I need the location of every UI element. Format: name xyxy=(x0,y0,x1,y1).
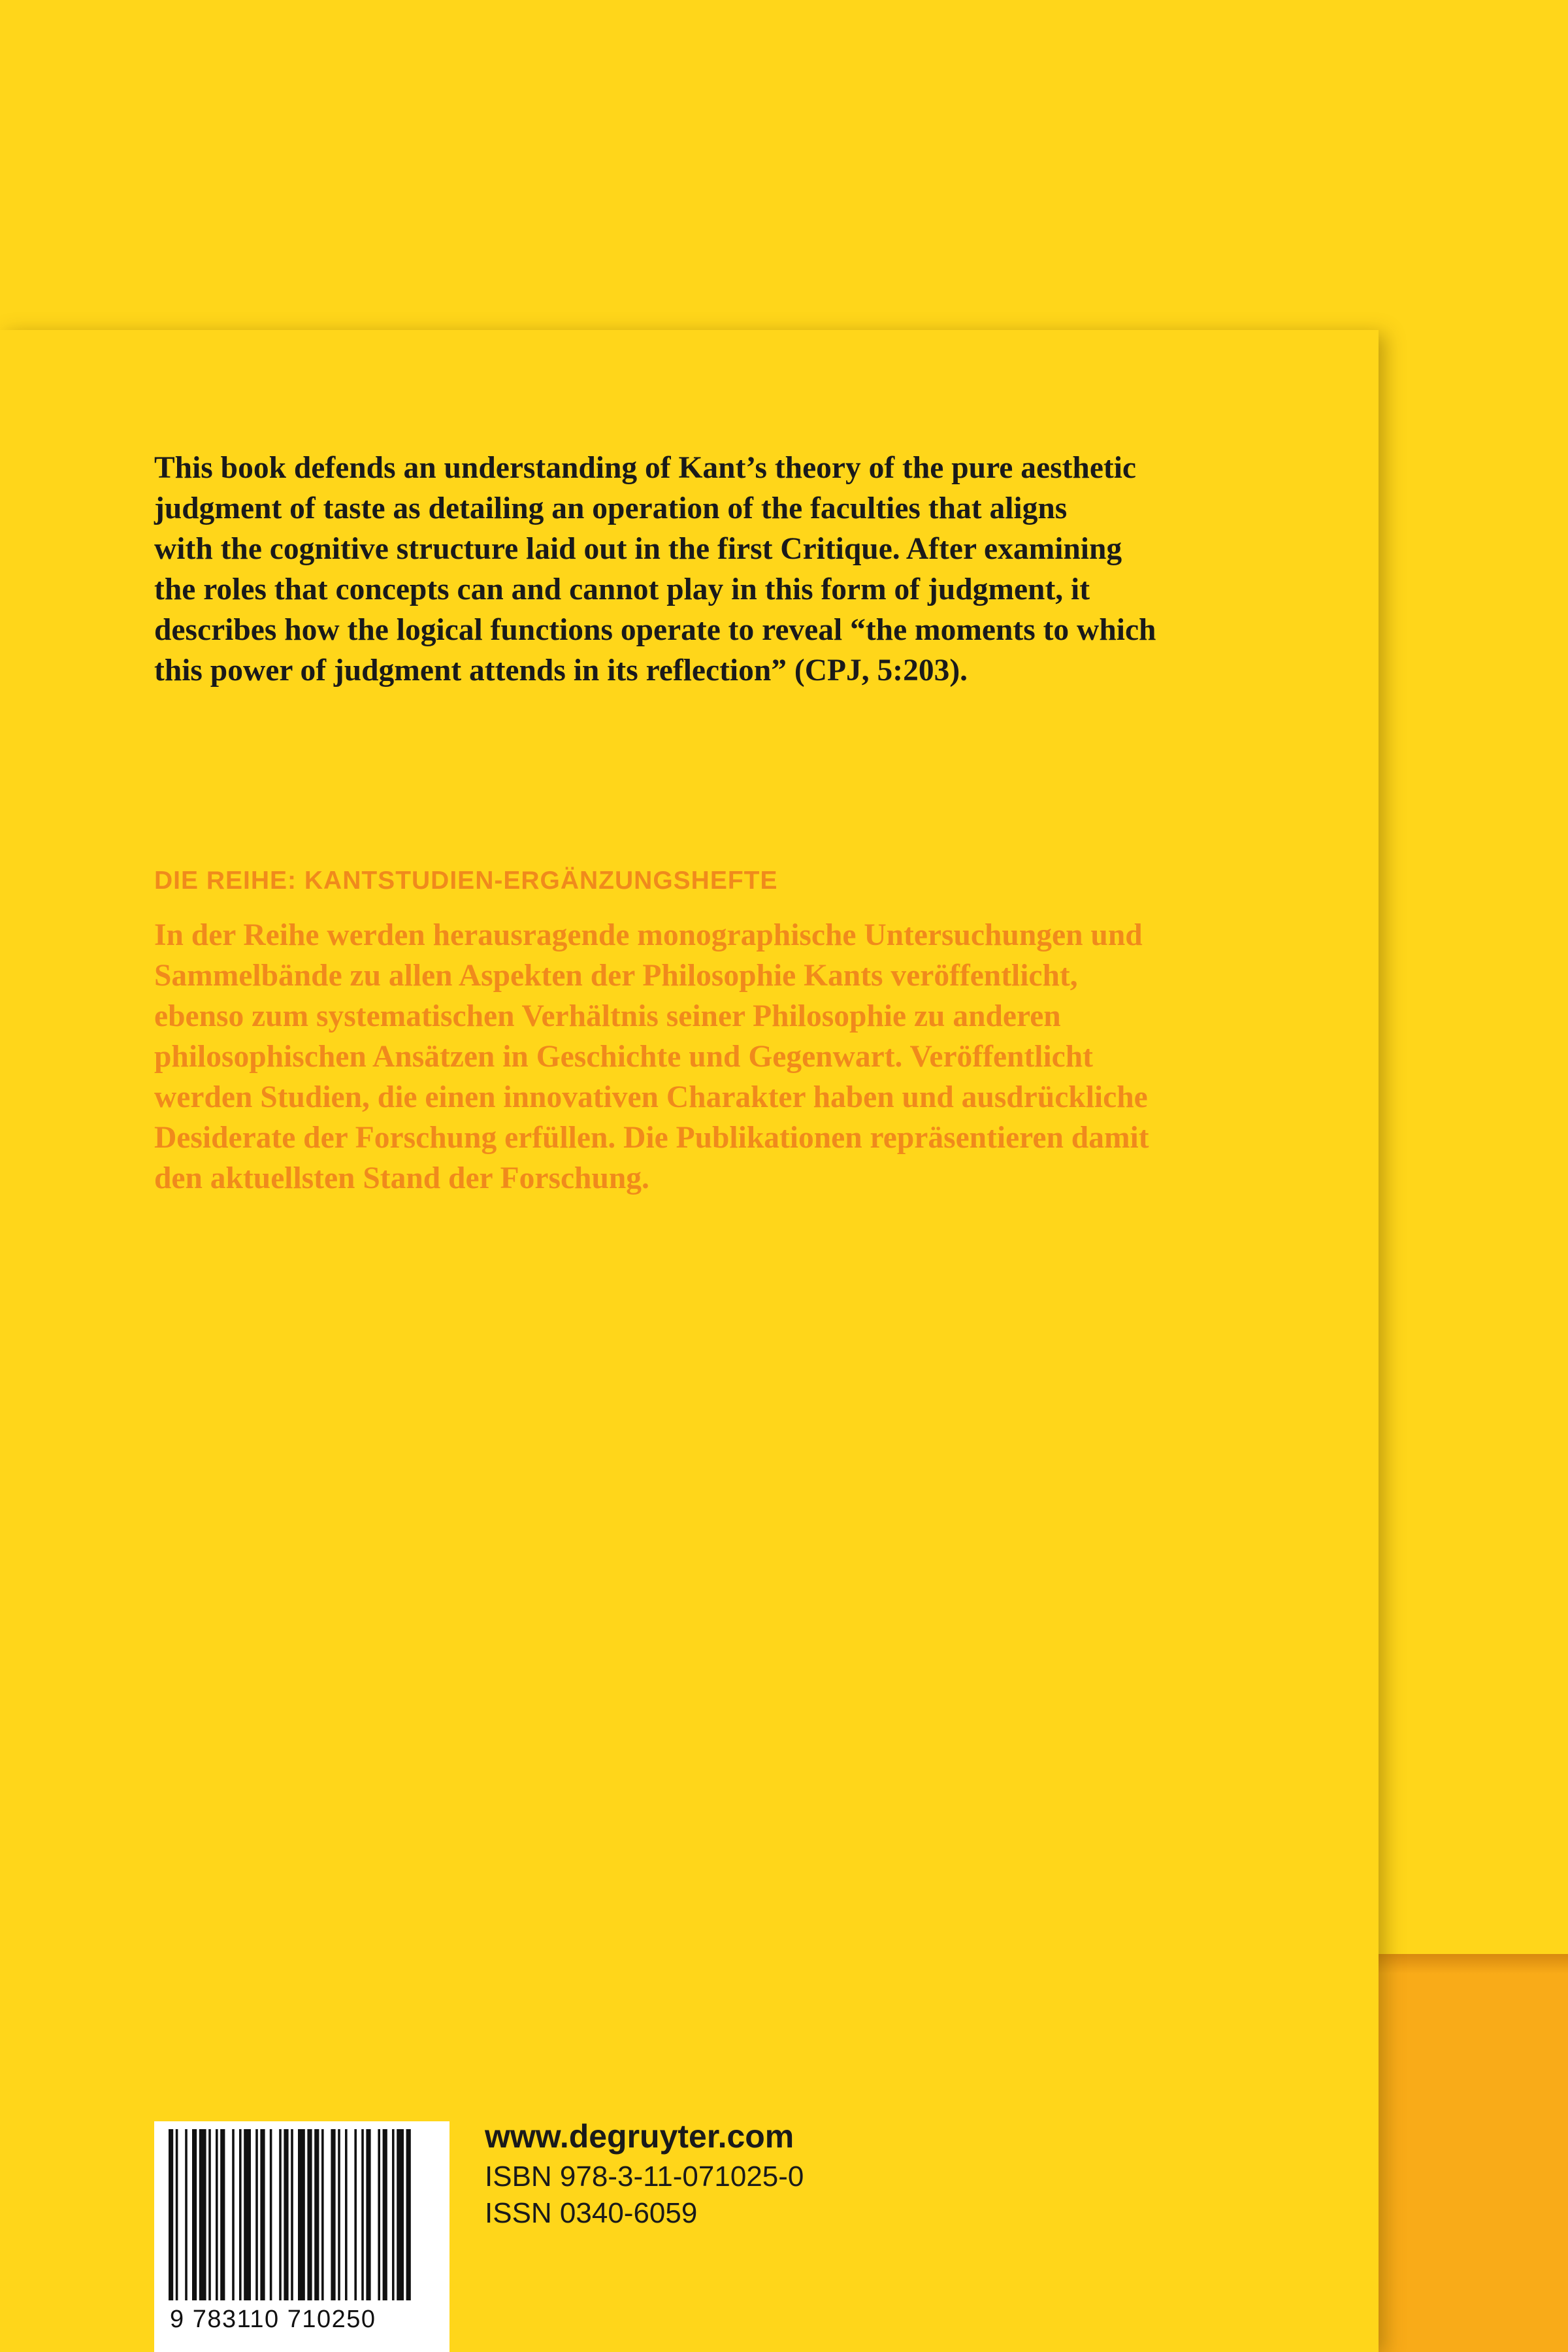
barcode-bar xyxy=(220,2129,225,2300)
barcode-bar xyxy=(199,2129,206,2300)
barcode-bar xyxy=(208,2129,211,2300)
barcode-bar xyxy=(260,2129,265,2300)
barcode-bar xyxy=(270,2129,272,2300)
barcode-bar xyxy=(216,2129,218,2300)
cover-background-right xyxy=(1379,330,1568,1954)
barcode-bar xyxy=(192,2129,197,2300)
barcode-bar xyxy=(378,2129,380,2300)
barcode-bar xyxy=(383,2129,387,2300)
barcode-bar xyxy=(307,2129,312,2300)
barcode-bar xyxy=(397,2129,404,2300)
barcode-bar xyxy=(366,2129,370,2300)
barcode-bar xyxy=(176,2129,178,2300)
barcode xyxy=(154,2121,449,2352)
barcode-bar xyxy=(331,2129,335,2300)
barcode-bar xyxy=(361,2129,364,2300)
barcode-bar xyxy=(244,2129,251,2300)
isbn: ISBN 978-3-11-071025-0 xyxy=(485,2161,804,2193)
barcode-bar xyxy=(169,2129,173,2300)
barcode-bar xyxy=(406,2129,411,2300)
cover-background-top xyxy=(0,0,1568,330)
barcode-bar xyxy=(392,2129,395,2300)
barcode-bars xyxy=(166,2129,438,2304)
barcode-bar xyxy=(338,2129,340,2300)
barcode-bar xyxy=(354,2129,357,2300)
series-description: In der Reihe werden herausragende monographische Untersuchungen und Sammelbände zu allen Aspekten der Philosophie Kants veröffentlicht, ebenso zum systematischen Verhältnis seiner Philosophie zu anderen philosophischen Ansätzen in Geschichte und Gegenwart. Veröffentlicht werden Studien, die einen innovativen Charakter haben und ausdrückliche Desiderate der Forschung erfüllen. Die Publikationen repräsentieren damit den aktuellsten Stand der Forschung. xyxy=(154,918,1149,1195)
barcode-bar xyxy=(298,2129,305,2300)
barcode-bar xyxy=(314,2129,319,2300)
barcode-bar xyxy=(321,2129,324,2300)
orange-block xyxy=(1379,1954,1568,2352)
orange-block-shadow xyxy=(1379,1954,1568,1974)
barcode-digits: 9 783110 710250 xyxy=(170,2306,376,2333)
publisher-website: www.degruyter.com xyxy=(485,2118,794,2155)
barcode-bar xyxy=(185,2129,188,2300)
barcode-bar xyxy=(239,2129,242,2300)
barcode-bar xyxy=(255,2129,258,2300)
book-description: This book defends an understanding of Kant’s theory of the pure aesthetic judgment of taste as detailing an operation of the faculties that aligns with the cognitive structure laid out in the first Critique. After examining the roles that concepts can and cannot play in this form of judgment, it describes how the logical functions operate to reveal “the moments to which this power of judgment attends in its reflection” (CPJ, 5:203). xyxy=(154,451,1156,687)
barcode-bar xyxy=(345,2129,348,2300)
barcode-bar xyxy=(284,2129,288,2300)
series-heading: DIE REIHE: KANTSTUDIEN-ERGÄNZUNGSHEFTE xyxy=(154,867,778,895)
barcode-bar xyxy=(291,2129,293,2300)
issn: ISSN 0340-6059 xyxy=(485,2197,698,2229)
barcode-bar xyxy=(232,2129,235,2300)
barcode-bar xyxy=(279,2129,282,2300)
